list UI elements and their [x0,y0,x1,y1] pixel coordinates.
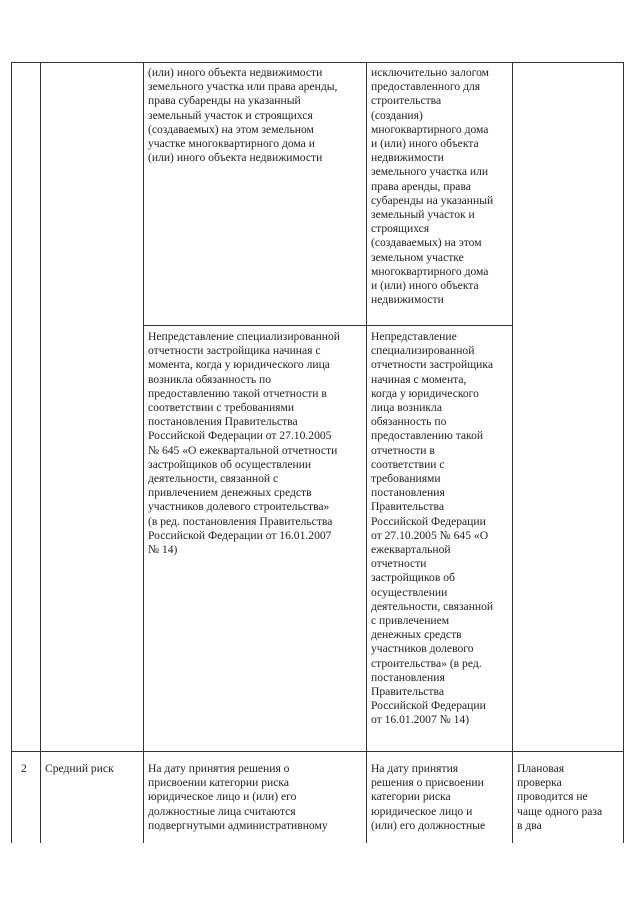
column-divider-1 [40,62,41,843]
column-divider-3 [366,62,367,843]
row-divider-criteria [143,325,513,326]
row-divider-2 [11,751,624,752]
row1-description-cell: исключительно залогом предоставленного для строительства (создания) многоквартирного дома и (или) иного объекта недвижимости земельного участка или права аренды, права субаренды на указанный земельный участок и строящихся (создаваемых) на этом земельном участке многоквартирного дома и (или) иного объекта недвижимости [371,66,494,307]
table-border-top [11,62,624,63]
row2-criteria-cell: На дату принятия решения о присвоении категории риска юридическое лицо и (или) его должностные лица считаются подвергнутыми административному [148,762,328,832]
row1b-description-cell: Непредставление специализированной отчетности застройщика начиная с момента, когда у юридического лица возникла обязанность по предоставлению такой отчетности в соответствии с требованиями постановления Правительства Российской Федерации от 27.10.2005 № 645 «О ежеквартальной отчетности застройщиков об осуществлении деятельности, связанной с привлечением денежных средств участников долевого строительства» (в ред. постановления Правительства Российской Федерации от 16.01.2007 № 14) [371,330,494,727]
column-divider-4 [512,62,513,843]
row2-frequency-cell: Плановая проверка проводится не чаще одного раза в два [517,762,603,832]
column-divider-2 [143,62,144,843]
row1b-criteria-cell: Непредставление специализированной отчетности застройщика начиная с момента, когда у юридического лица возникла обязанность по предоставлению такой отчетности в соответствии с требованиями постановления Правительства Российской Федерации от 27.10.2005 № 645 «О ежеквартальной отчетности застройщиков об осуществлении деятельности, связанной с привлечением денежных средств участников долевого строительства» (в ред. постановления Правительства Российской Федерации от 16.01.2007 № 14) [148,330,341,557]
row2-number-cell: 2 [21,762,27,775]
table-border-right [623,62,624,843]
row1-criteria-cell: (или) иного объекта недвижимости земельного участка или права аренды, права субаренды на указанный земельный участок и строящихся (создаваемых) на этом земельном участке многоквартирного дома и (или) иного объекта недвижимости [148,66,338,165]
row2-description-cell: На дату принятия решения о присвоении категории риска юридическое лицо и (или) его должностные [371,762,486,832]
table-border-left [11,62,12,843]
row2-category-cell: Средний риск [45,762,114,775]
